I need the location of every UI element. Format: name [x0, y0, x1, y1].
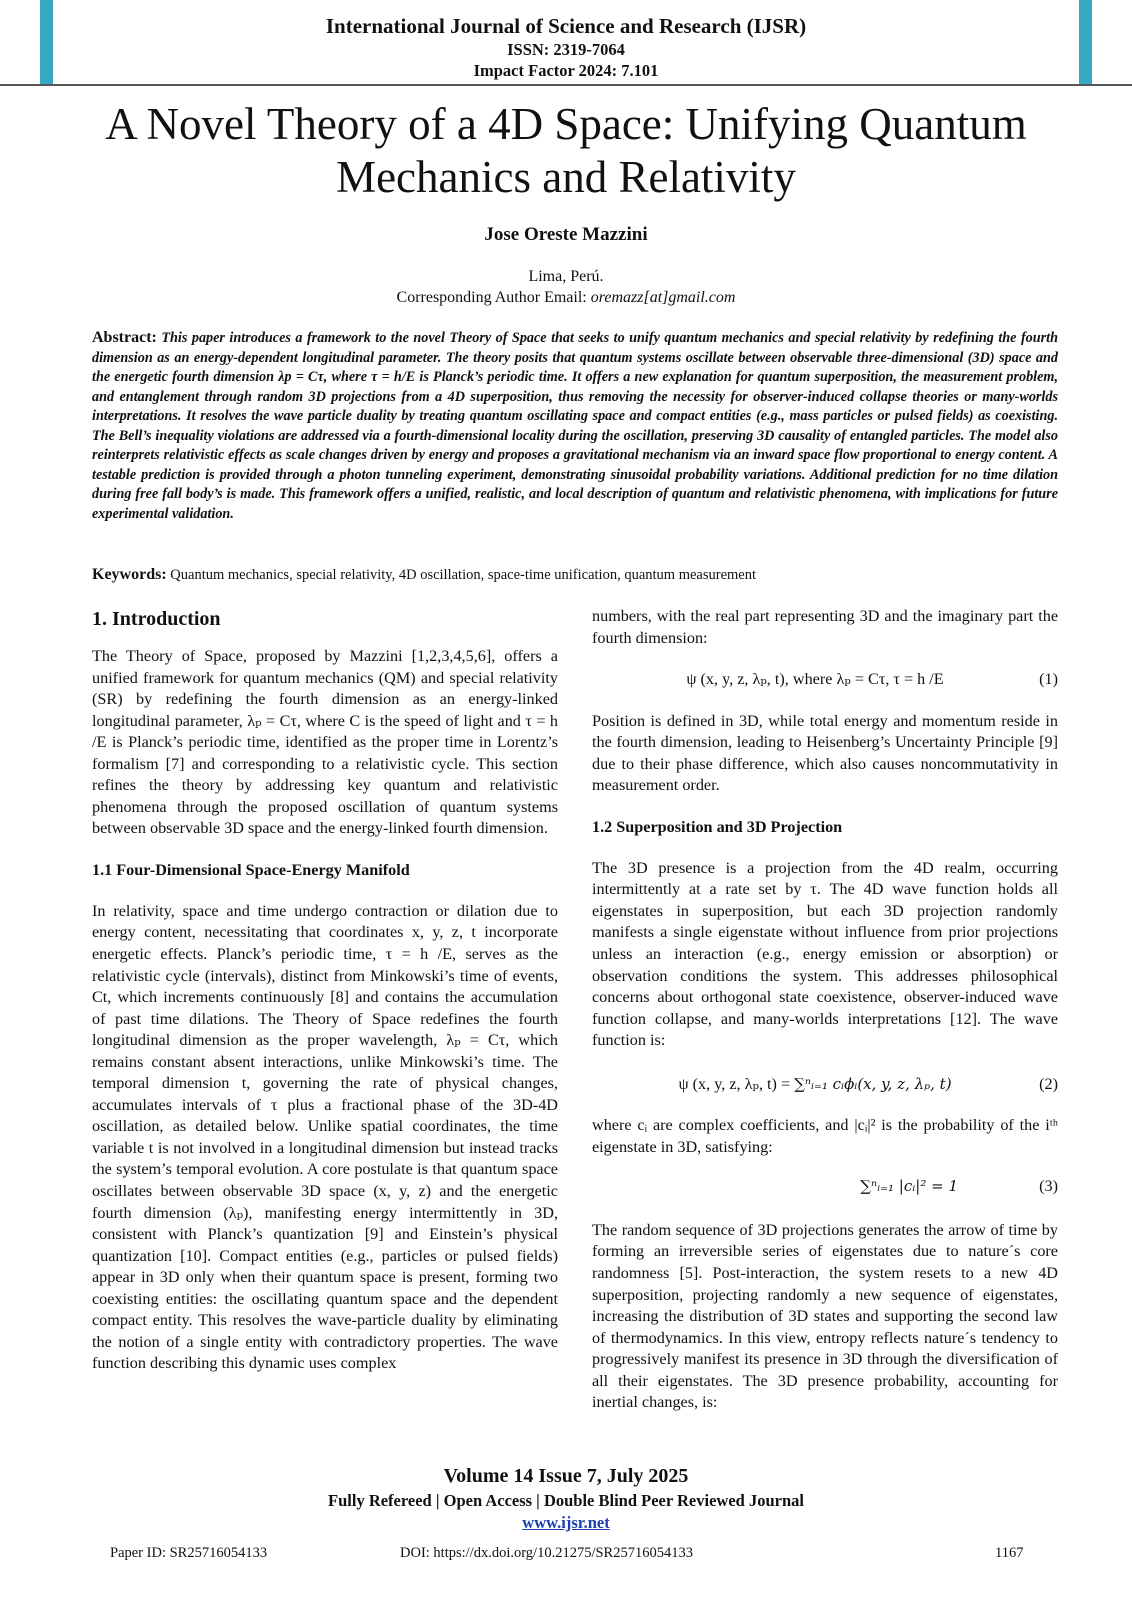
equation-1-number: (1) — [1039, 670, 1058, 689]
author-affiliation — [0, 266, 1132, 308]
keywords-text: Quantum mechanics, special relativity, 4D oscillation, space-time unification, quantum measurement — [170, 567, 757, 583]
journal-name: International Journal of Science and Research (IJSR) — [325, 14, 807, 38]
subsection-heading-1-2: 1.2 Superposition and 3D Projection — [592, 817, 843, 836]
author-location: Lima, Perú. — [528, 268, 604, 285]
position-paragraph: Position is defined in 3D, while total energy and momentum reside in the fourth dimension, leading to Heisenberg’s Uncertainty Principle [9] due to their phase difference, which also causes noncommutativity in measurement order. — [592, 711, 1058, 795]
header-divider — [0, 84, 1132, 86]
footer-url-link[interactable]: www.ijsr.net — [522, 1513, 610, 1532]
equation-2-lhs: ψ (x, y, z, λₚ, t) = — [678, 1074, 795, 1093]
paper-title: A Novel Theory of a 4D Space: Unifying Quantum Mechanics and Relativity — [105, 99, 1027, 202]
subsection-1-1-paragraph: In relativity, space and time undergo contraction or dilation due to energy content, necessitating that coordinates x, y, z, t incorporate energetic effects. Planck’s periodic time, τ = h /E, serves as the relativistic cycle (intervals), distinct from Minkowski’s time of events, Ct, which increments continuously [8] and contains the accumulation of past time dilations. The Theory of Space redefines the fourth longitudinal dimension as the proper wavelength, λₚ = Cτ, which remains constant absent interactions, unlike Minkowski’s time. The temporal dimension t, governing the rate of physical changes, accumulates intervals of τ plus a fractional phase of the 3D-4D oscillation, as detailed below. Unlike spatial coordinates, the time variable t is not involved in a longitudinal dimension but instead tracks the system’s temporal evolution. A core postulate is that quantum space oscillates between observable 3D space (x, y, z) and the energetic fourth dimension (λₚ), manifesting energy intermittently in 3D, consistent with Planck’s quantization [9] and Einstein’s physical quantization [10]. Compact entities (e.g., particles or pulsed fields) appear in 3D only when their quantum space is present, forming two coexisting entities: the oscillating quantum space and the dependent compact entity. This resolves the wave-particle duality by eliminating the notion of a single entity with contradictory properties. The wave function describing this dynamic uses complex — [92, 901, 558, 1373]
abstract-text: This paper introduces a framework to the novel Theory of Space that seeks to unify quantum mechanics and special relativity by redefining the fourth dimension as an energy-dependent longitudinal parameter. The theory posits that quantum systems oscillate between observable three-dimensional (3D) space and the energetic fourth dimension λp = Cτ, where τ = h/E is Planck’s periodic time. It offers a new explanation for quantum superposition, the measurement problem, and entanglement through random 3D projections from a 4D superposition, thus removing the necessity for observer-induced collapse theories or many-worlds interpretations. It resolves the wave particle duality by treating quantum oscillating space and compact entities (e.g., mass particles or pulsed fields) as coexisting. The Bell’s inequality violations are addressed via a fourth-dimensional locality during the oscillation, preserving 3D causality of entangled particles. The model also reinterprets relativistic effects as scale changes driven by energy and proposes a gravitational mechanism via an inward space flow proportional to energy content. A testable prediction is provided through a photon tunneling experiment, demonstrating sinusoidal probability variations. Additional prediction for no time dilation during free fall body’s is made. This framework offers a unified, realistic, and local description of quantum and relativistic phenomena, with implications for future experimental validation. — [92, 330, 1059, 522]
journal-header — [0, 14, 1132, 81]
email-label: Corresponding Author Email: — [396, 289, 591, 306]
equation-2 — [592, 1074, 1058, 1096]
keywords-label: Keywords: — [92, 566, 167, 583]
equation-1-body: ψ (x, y, z, λₚ, t), where λₚ = Cτ, τ = h /E — [686, 670, 944, 689]
coefficients-paragraph: where cᵢ are complex coefficients, and |cᵢ|² is the probability of the iᵗʰ eigenstate in 3D, satisfying: — [592, 1116, 1058, 1156]
page-number: 1167 — [995, 1545, 1024, 1561]
superposition-paragraph: The 3D presence is a projection from the 4D realm, occurring intermittently at a rate set by τ. The 4D wave function holds all eigenstates in superposition, but each 3D projection randomly manifests a single eigenstate without influence from prior projections unless an interaction (e.g., energy emission or absorption) or observation conditions the system. This addresses philosophical concerns about orthogonal state coexistence, observer-induced wave function collapse, and many-worlds interpretations [12]. The wave function is: — [592, 858, 1058, 1050]
abstract — [92, 328, 1058, 524]
equation-3-number: (3) — [1039, 1177, 1058, 1196]
section-heading-introduction: 1. Introduction — [92, 608, 221, 630]
intro-paragraph: The Theory of Space, proposed by Mazzini [1,2,3,4,5,6], offers a unified framework for quantum mechanics (QM) and special relativity (SR) by redefining the fourth dimension as an energy-linked longitudinal parameter, λₚ = Cτ, where C is the speed of light and τ = h /E is Planck’s periodic time, identified as the proper time in Lorentz’s formalism [7] and corresponding to a relativistic cycle. This section refines the theory by addressing key quantum and relativistic phenomena through the proposed oscillation of quantum systems between observable 3D space and the energy-linked fourth dimension. — [92, 647, 558, 838]
author-name: Jose Oreste Mazzini — [484, 224, 648, 245]
author-email[interactable]: oremazz[at]gmail.com — [590, 289, 736, 306]
equation-3 — [592, 1176, 1058, 1198]
arrow-of-time-paragraph: The random sequence of 3D projections generates the arrow of time by forming an irreversible series of eigenstates due to nature´s core randomness [5]. Post-interaction, the system resets to a new 4D superposition, projecting randomly a new sequence of eigenstates, increasing the distribution of 3D states and supporting the second law of thermodynamics. In this view, entropy reflects nature´s tendency to progressively manifest its presence in 3D through the diversification of all their eigenstates. The 3D presence probability, accounting for inertial changes, is: — [592, 1220, 1058, 1412]
journal-issn: ISSN: 2319-7064 — [507, 40, 625, 59]
keywords — [92, 566, 1058, 584]
equation-1 — [592, 669, 1058, 691]
equation-2-body — [592, 1074, 1018, 1096]
footer-refereed: Fully Refereed | Open Access | Double Blind Peer Reviewed Journal — [328, 1491, 804, 1510]
abstract-label: Abstract: — [92, 329, 157, 346]
footer-volume: Volume 14 Issue 7, July 2025 — [443, 1465, 689, 1487]
author-email-line — [0, 287, 1132, 308]
equation-2-number: (2) — [1039, 1074, 1058, 1093]
equation-3-body: ∑ⁿᵢ₌₁ |cᵢ|² = 1 — [860, 1177, 958, 1196]
journal-impact-factor: Impact Factor 2024: 7.101 — [473, 61, 659, 80]
right-column — [592, 606, 1058, 1414]
subsection-heading-1-1: 1.1 Four-Dimensional Space-Energy Manifold — [92, 860, 410, 879]
equation-2-rhs: ∑ⁿᵢ₌₁ cᵢϕᵢ(x, y, z, λₚ, t) — [794, 1074, 952, 1093]
left-column — [92, 606, 558, 1375]
paper-id: Paper ID: SR25716054133 — [110, 1545, 268, 1561]
paper-doi[interactable]: DOI: https://dx.doi.org/10.21275/SR25716054133 — [400, 1545, 693, 1561]
wave-function-intro: numbers, with the real part representing 3D and the imaginary part the fourth dimension: — [592, 607, 1058, 647]
